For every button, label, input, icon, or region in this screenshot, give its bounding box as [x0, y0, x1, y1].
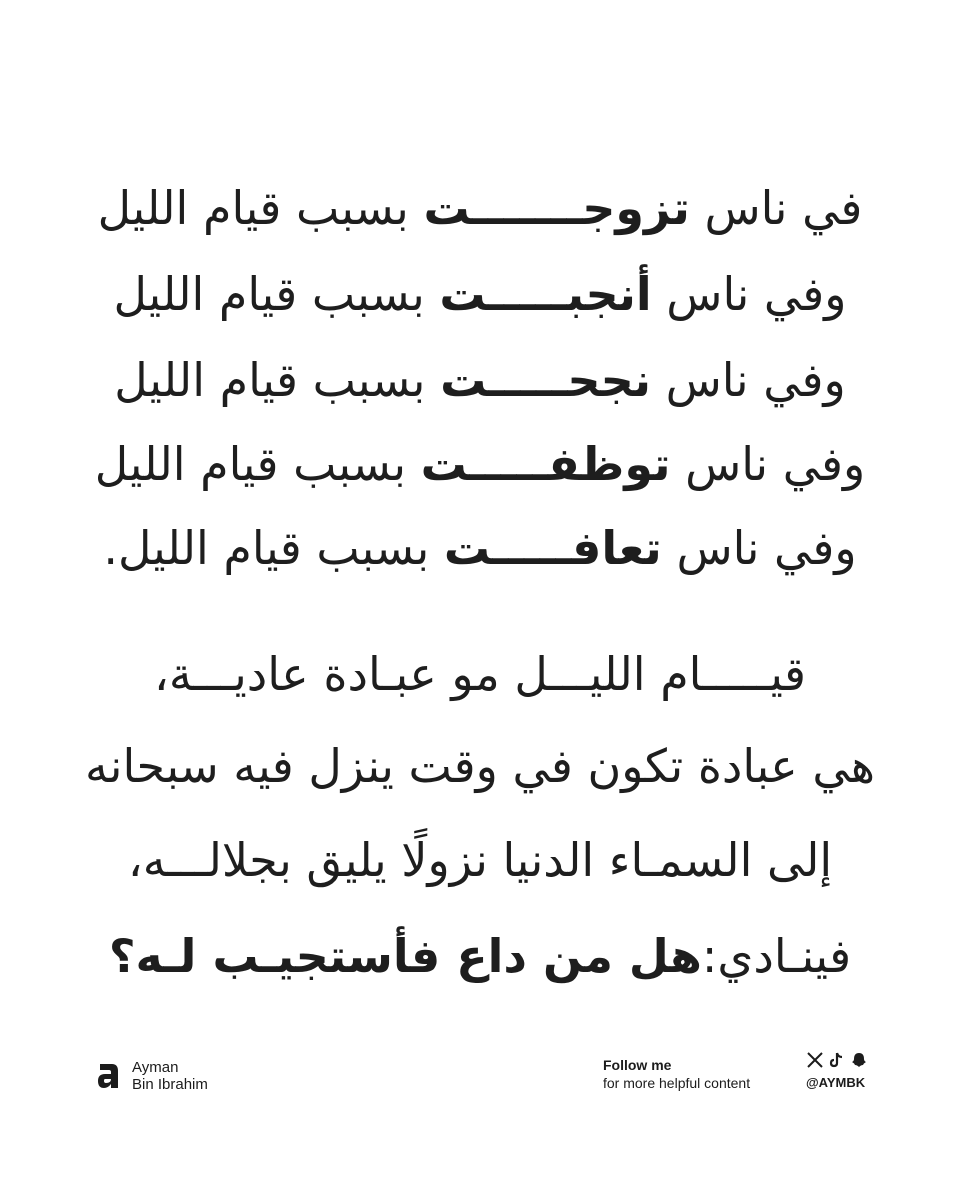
tiktok-icon[interactable]: [828, 1051, 846, 1069]
author-last-name: Bin Ibrahim: [132, 1076, 208, 1093]
poem-bold-word: نجحـــــت: [440, 353, 651, 407]
poem-text: قيـــــام الليـــل مو عبـادة عاديـــة،: [154, 647, 806, 701]
poem-text: هي عبادة تكون في وقت ينزل فيه سبحانه: [85, 739, 875, 793]
follow-subtitle: for more helpful content: [603, 1075, 751, 1091]
poem-line: [0, 178, 960, 238]
social-handle[interactable]: @AYMBK: [806, 1075, 866, 1090]
social-icons: [806, 1050, 868, 1070]
poem-text: وفي ناس: [651, 353, 846, 407]
poem-bold-word: أنجبـــــت: [439, 267, 652, 321]
poem-text: وفي ناس: [670, 437, 866, 491]
poem-line: [0, 518, 960, 578]
poem-bold-word: تزوجـــــــت: [423, 181, 690, 235]
poem-text: فينـادي:: [701, 929, 852, 983]
poem-line: [0, 644, 960, 704]
poem-text: بسبب قيام الليل: [94, 437, 421, 491]
poem-line: [0, 264, 960, 324]
poem-text: في ناس: [689, 181, 863, 235]
poem-line: [0, 926, 960, 986]
follow-title: Follow me: [603, 1057, 672, 1073]
author-first-name: Ayman: [132, 1059, 179, 1076]
poem-text: بسبب قيام الليل: [114, 353, 441, 407]
poem-text: بسبب قيام الليل: [113, 267, 440, 321]
poem-line: [0, 736, 960, 796]
poem-bold-word: توظفـــــت: [420, 437, 671, 491]
poem-text: وفي ناس: [651, 267, 847, 321]
poem-bold-word: تعافـــــت: [443, 521, 662, 575]
snapchat-icon[interactable]: [850, 1051, 868, 1069]
poem-text: بسبب قيام الليل: [97, 181, 424, 235]
poem-line: [0, 434, 960, 494]
poem-line: [0, 830, 960, 890]
author-name: [132, 1059, 208, 1093]
poem-line: [0, 350, 960, 410]
logo-icon: [96, 1060, 120, 1090]
poem-text: وفي ناس: [661, 521, 857, 575]
poem-bold-word: هل من داع فأستجيـب لـه؟: [108, 929, 702, 983]
poem-text: بسبب قيام الليل.: [103, 521, 444, 575]
x-icon[interactable]: [806, 1051, 824, 1069]
poem-text: إلى السمـاء الدنيا نزولًا يليق بجلالـــه،: [127, 833, 833, 887]
